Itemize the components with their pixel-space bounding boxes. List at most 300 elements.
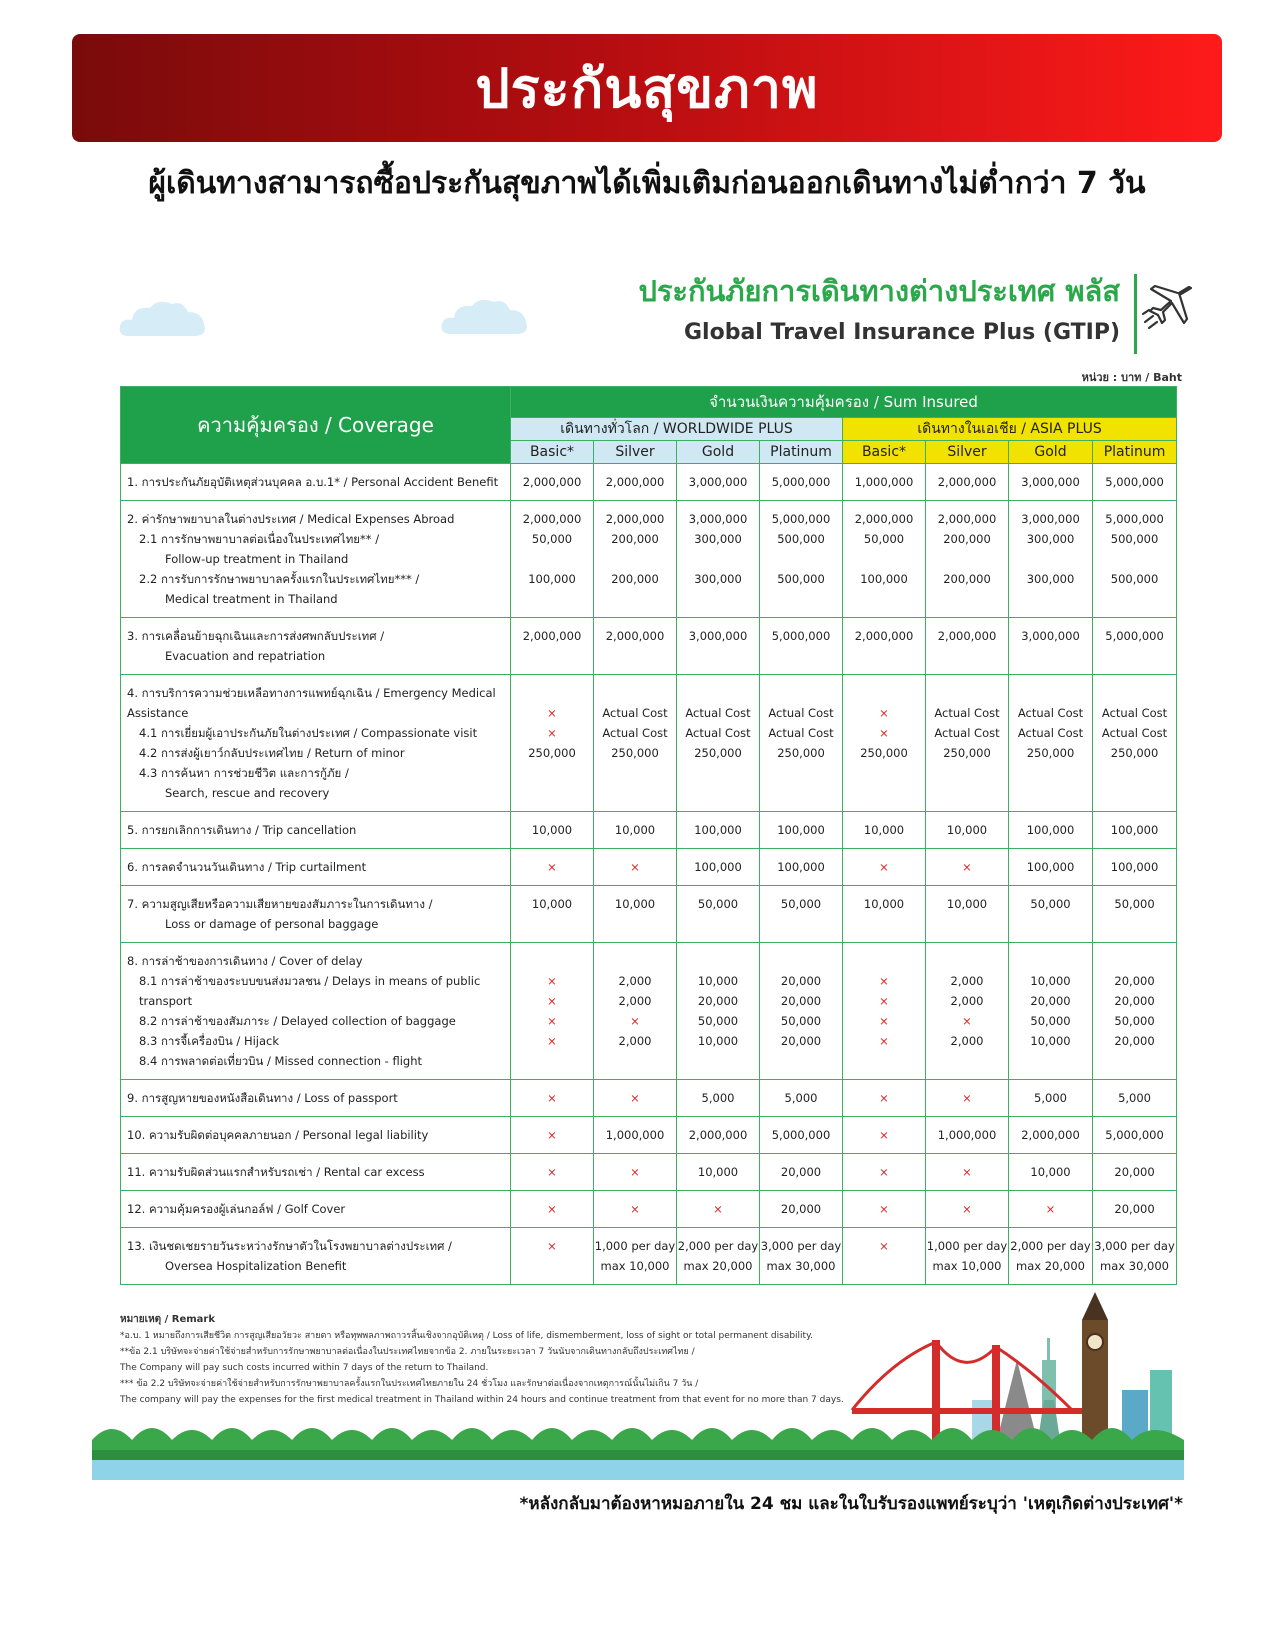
- value-cell: [677, 1154, 760, 1191]
- value-cell: [511, 1117, 594, 1154]
- value-text: 1,000,000: [937, 1128, 997, 1142]
- value-text: 200,000: [611, 532, 659, 546]
- value-text: 50,000: [531, 532, 573, 546]
- value-cell: [843, 501, 926, 618]
- value-cell: [677, 812, 760, 849]
- value-text: [594, 549, 676, 569]
- cross-icon: ×: [879, 1165, 889, 1179]
- coverage-line: 13. เงินชดเชยรายวันระหว่างรักษาตัวในโรงพยาบาลต่างประเทศ /: [127, 1239, 452, 1253]
- table-row: [121, 1154, 1177, 1191]
- table-row: [121, 886, 1177, 943]
- value-text: 3,000 per day: [1094, 1239, 1175, 1253]
- value-cell: [926, 943, 1009, 1080]
- coverage-line: 5. การยกเลิกการเดินทาง / Trip cancellation: [127, 823, 357, 837]
- value-text: 2,000,000: [522, 629, 582, 643]
- value-cell: [926, 812, 1009, 849]
- value-text: 3,000,000: [1021, 629, 1080, 643]
- value-text: 1,000 per day: [594, 1239, 676, 1253]
- value-cell: [760, 1154, 843, 1191]
- value-text: 3,000,000: [1021, 475, 1080, 489]
- value-text: 5,000,000: [771, 629, 831, 643]
- value-text: 20,000: [1114, 974, 1155, 988]
- tier-header: Basic*: [511, 441, 594, 464]
- value-cell: [843, 1154, 926, 1191]
- value-text: 200,000: [611, 572, 659, 586]
- value-text: 10,000: [1030, 1034, 1071, 1048]
- brand-divider: [1134, 274, 1137, 354]
- value-cell: [1093, 675, 1177, 812]
- cross-icon: ×: [713, 1202, 723, 1216]
- value-text: 100,000: [860, 572, 908, 586]
- value-cell: [926, 464, 1009, 501]
- value-cell: [594, 1191, 677, 1228]
- value-text: 2,000,000: [522, 512, 582, 526]
- value-cell: [594, 501, 677, 618]
- cross-icon: ×: [630, 1014, 640, 1028]
- value-text: Actual Cost: [685, 726, 751, 740]
- value-text: 5,000,000: [1105, 1128, 1164, 1142]
- coverage-cell: [121, 1228, 511, 1285]
- value-cell: [1009, 1191, 1093, 1228]
- value-cell: [1093, 1228, 1177, 1285]
- cross-icon: ×: [962, 1014, 972, 1028]
- value-text: 10,000: [614, 897, 656, 911]
- coverage-line: 4.1 การเยี่ยมผู้เอาประกันภัยในต่างประเทศ / Compassionate visit: [139, 726, 478, 740]
- value-text: [760, 683, 842, 703]
- value-text: 50,000: [780, 897, 822, 911]
- value-text: 100,000: [1110, 860, 1159, 874]
- value-cell: [594, 1080, 677, 1117]
- value-text: max 30,000: [1100, 1259, 1169, 1273]
- value-cell: [677, 501, 760, 618]
- table-row: [121, 812, 1177, 849]
- value-text: 200,000: [943, 572, 991, 586]
- brand-block: [638, 268, 1120, 345]
- cross-icon: ×: [879, 1202, 889, 1216]
- table-row: [121, 1080, 1177, 1117]
- coverage-line: 8.1 การล่าช้าของระบบขนส่งมวลชน / Delays in means of public transport: [139, 974, 481, 1008]
- value-text: 50,000: [863, 532, 905, 546]
- value-text: 10,000: [1030, 974, 1071, 988]
- skyline-illustration: [92, 1290, 1184, 1480]
- value-cell: [594, 675, 677, 812]
- value-text: 500,000: [777, 572, 825, 586]
- value-cell: [1009, 501, 1093, 618]
- value-text: [1009, 683, 1092, 703]
- cross-icon: ×: [879, 1091, 889, 1105]
- value-cell: [677, 1080, 760, 1117]
- value-text: 3,000,000: [688, 512, 748, 526]
- value-text: [677, 951, 759, 971]
- value-text: max 20,000: [1016, 1259, 1085, 1273]
- value-text: 5,000: [701, 1091, 735, 1105]
- value-cell: [1009, 618, 1093, 675]
- coverage-cell: [121, 943, 511, 1080]
- value-text: 100,000: [777, 823, 825, 837]
- brand-thai: ประกันภัยการเดินทางต่างประเทศ พลัส: [638, 274, 1120, 308]
- tier-header: Silver: [594, 441, 677, 464]
- value-cell: [677, 464, 760, 501]
- value-text: max 30,000: [766, 1259, 836, 1273]
- value-text: 300,000: [1026, 532, 1075, 546]
- value-cell: [926, 1117, 1009, 1154]
- value-text: 2,000: [618, 1034, 652, 1048]
- value-text: Actual Cost: [1101, 706, 1168, 720]
- value-text: [677, 683, 759, 703]
- page-title: ประกันสุขภาพ: [475, 57, 819, 120]
- coverage-cell: [121, 812, 511, 849]
- value-text: 20,000: [780, 994, 822, 1008]
- coverage-body: [121, 464, 1177, 1285]
- value-text: 10,000: [531, 823, 573, 837]
- cross-icon: ×: [547, 726, 557, 740]
- value-text: 200,000: [943, 532, 991, 546]
- remark-line: *อ.บ. 1 หมายถึงการเสียชีวิต การสูญเสียอวัยวะ สายตา หรือทุพพลภาพถาวรสิ้นเชิงจากอุบัติเหตุ / Loss of life, dismemberment, loss of sight or total permanent disability.: [120, 1331, 813, 1341]
- remarks-title: หมายเหตุ / Remark: [120, 1314, 216, 1325]
- value-cell: [1009, 943, 1093, 1080]
- value-text: Actual Cost: [685, 706, 751, 720]
- coverage-cell: [121, 1154, 511, 1191]
- value-text: 2,000,000: [854, 629, 914, 643]
- asia-header: เดินทางในเอเชีย / ASIA PLUS: [843, 418, 1177, 441]
- value-text: 300,000: [694, 572, 742, 586]
- value-cell: [1009, 886, 1093, 943]
- value-cell: [760, 1191, 843, 1228]
- value-text: 2,000,000: [605, 475, 665, 489]
- value-text: 50,000: [697, 897, 739, 911]
- value-cell: [594, 812, 677, 849]
- value-text: 5,000,000: [1105, 475, 1164, 489]
- table-row: [121, 464, 1177, 501]
- value-cell: [843, 618, 926, 675]
- value-text: 2,000,000: [522, 475, 582, 489]
- sum-insured-header: จำนวนเงินความคุ้มครอง / Sum Insured: [511, 387, 1177, 418]
- value-text: 2,000: [950, 994, 984, 1008]
- coverage-cell: [121, 618, 511, 675]
- table-row: [121, 1191, 1177, 1228]
- value-cell: [926, 675, 1009, 812]
- remark-line: *** ข้อ 2.2 บริษัทจะจ่ายค่าใช้จ่ายสำหรับการรักษาพยาบาลครั้งแรกในประเทศไทยภายใน 24 ชั่วโมง และรักษาต่อเนื่องจากเหตุการณ์นั้นไม่เกิน 7 วัน /: [120, 1379, 699, 1389]
- tier-header: Silver: [926, 441, 1009, 464]
- value-text: 10,000: [697, 1165, 739, 1179]
- value-text: 100,000: [1026, 823, 1075, 837]
- value-cell: [594, 886, 677, 943]
- coverage-line: 4.3 การค้นหา การช่วยชีวิต และการกู้ภัย /: [139, 766, 349, 780]
- value-text: 300,000: [694, 532, 742, 546]
- value-cell: [1009, 1228, 1093, 1285]
- coverage-line: 7. ความสูญเสียหรือความเสียหายของสัมภาระในการเดินทาง /: [127, 897, 433, 911]
- coverage-line: Loss or damage of personal baggage: [165, 917, 379, 931]
- value-cell: [760, 1117, 843, 1154]
- value-text: 10,000: [946, 897, 988, 911]
- value-text: 250,000: [860, 746, 908, 760]
- value-text: 250,000: [1110, 746, 1159, 760]
- value-cell: [1093, 618, 1177, 675]
- value-text: Actual Cost: [1017, 706, 1084, 720]
- value-text: 5,000,000: [1105, 629, 1164, 643]
- value-cell: [511, 886, 594, 943]
- value-text: 1,000 per day: [926, 1239, 1008, 1253]
- value-cell: [677, 675, 760, 812]
- cross-icon: ×: [1045, 1202, 1056, 1216]
- value-text: 5,000: [1034, 1091, 1067, 1105]
- value-text: 2,000,000: [937, 475, 997, 489]
- value-text: 250,000: [943, 746, 991, 760]
- cloud-icon: [118, 298, 208, 338]
- value-text: 100,000: [694, 860, 742, 874]
- coverage-cell: [121, 1080, 511, 1117]
- value-text: 1,000,000: [605, 1128, 665, 1142]
- value-cell: [594, 943, 677, 1080]
- value-text: max 10,000: [600, 1259, 670, 1273]
- cross-icon: ×: [879, 860, 889, 874]
- value-cell: [926, 1154, 1009, 1191]
- cross-icon: ×: [630, 1165, 640, 1179]
- remark-line: **ข้อ 2.1 บริษัทจะจ่ายค่าใช้จ่ายสำหรับการรักษาพยาบาลต่อเนื่องในประเทศไทยจากข้อ 2. ภายในระยะเวลา 7 วันนับจากเดินทางกลับถึงประเทศไทย /: [120, 1347, 695, 1357]
- value-text: 20,000: [1114, 1034, 1155, 1048]
- value-text: 20,000: [780, 974, 822, 988]
- value-text: 20,000: [780, 1165, 822, 1179]
- value-cell: [1009, 1117, 1093, 1154]
- cross-icon: ×: [879, 1128, 889, 1142]
- value-cell: [760, 943, 843, 1080]
- coverage-cell: [121, 886, 511, 943]
- value-cell: [843, 886, 926, 943]
- value-text: 100,000: [528, 572, 576, 586]
- cloud-icon: [440, 296, 530, 336]
- value-text: 100,000: [694, 823, 742, 837]
- value-text: 10,000: [863, 897, 905, 911]
- value-cell: [1093, 1191, 1177, 1228]
- coverage-cell: [121, 1191, 511, 1228]
- coverage-line: 3. การเคลื่อนย้ายฉุกเฉินและการส่งศพกลับประเทศ /: [127, 629, 385, 643]
- coverage-line: Follow-up treatment in Thailand: [165, 552, 349, 566]
- value-cell: [760, 812, 843, 849]
- value-cell: [1093, 1154, 1177, 1191]
- remark-line: The Company will pay such costs incurred within 7 days of the return to Thailand.: [120, 1363, 489, 1373]
- value-text: 20,000: [697, 994, 739, 1008]
- cross-icon: ×: [547, 1014, 557, 1028]
- value-text: 50,000: [1030, 1014, 1071, 1028]
- value-cell: [843, 675, 926, 812]
- worldwide-header: เดินทางทั่วโลก / WORLDWIDE PLUS: [511, 418, 843, 441]
- value-cell: [677, 618, 760, 675]
- coverage-line: 8. การล่าช้าของการเดินทาง / Cover of delay: [127, 954, 363, 968]
- coverage-cell: [121, 501, 511, 618]
- value-cell: [594, 618, 677, 675]
- value-cell: [677, 1228, 760, 1285]
- coverage-line: 8.3 การจี้เครื่องบิน / Hijack: [139, 1034, 280, 1048]
- value-text: [926, 683, 1008, 703]
- cross-icon: ×: [547, 1128, 557, 1142]
- table-row: [121, 501, 1177, 618]
- value-cell: [594, 1154, 677, 1191]
- value-cell: [760, 618, 843, 675]
- cross-icon: ×: [962, 1165, 972, 1179]
- value-text: 2,000,000: [937, 629, 997, 643]
- value-text: 20,000: [1114, 1202, 1155, 1216]
- cross-icon: ×: [962, 1202, 972, 1216]
- cross-icon: ×: [962, 860, 972, 874]
- value-text: 20,000: [780, 1202, 822, 1216]
- value-cell: [1009, 675, 1093, 812]
- table-row: [121, 849, 1177, 886]
- cross-icon: ×: [879, 1239, 889, 1253]
- value-text: 2,000: [950, 974, 984, 988]
- value-cell: [594, 849, 677, 886]
- value-text: 10,000: [863, 823, 905, 837]
- airplane-icon: [1141, 282, 1197, 332]
- value-text: 2,000,000: [854, 512, 914, 526]
- value-cell: [511, 618, 594, 675]
- value-cell: [677, 1191, 760, 1228]
- value-text: 5,000,000: [771, 1128, 831, 1142]
- value-cell: [843, 1117, 926, 1154]
- value-text: 10,000: [531, 897, 573, 911]
- value-cell: [1009, 1080, 1093, 1117]
- coverage-line: 1. การประกันภัยอุบัติเหตุส่วนบุคคล อ.บ.1* / Personal Accident Benefit: [127, 475, 499, 489]
- coverage-line: Medical treatment in Thailand: [165, 592, 338, 606]
- value-cell: [1009, 1154, 1093, 1191]
- value-text: Actual Cost: [768, 726, 834, 740]
- value-text: 10,000: [1030, 1165, 1071, 1179]
- coverage-line: 2.1 การรักษาพยาบาลต่อเนื่องในประเทศไทย** /: [139, 532, 380, 546]
- value-cell: [1093, 1117, 1177, 1154]
- value-cell: [1093, 812, 1177, 849]
- cross-icon: ×: [547, 1091, 557, 1105]
- value-cell: [1093, 1080, 1177, 1117]
- value-text: [1093, 683, 1176, 703]
- cross-icon: ×: [547, 1165, 557, 1179]
- value-text: 500,000: [777, 532, 825, 546]
- value-text: 2,000: [618, 974, 652, 988]
- value-text: Actual Cost: [602, 706, 668, 720]
- tier-header: Gold: [677, 441, 760, 464]
- value-cell: [760, 849, 843, 886]
- value-cell: [677, 943, 760, 1080]
- value-text: 2,000,000: [688, 1128, 748, 1142]
- value-cell: [594, 464, 677, 501]
- value-text: [843, 549, 925, 569]
- value-text: max 10,000: [932, 1259, 1002, 1273]
- cross-icon: ×: [879, 726, 889, 740]
- value-cell: [1009, 849, 1093, 886]
- tier-header: Basic*: [843, 441, 926, 464]
- value-text: 5,000: [784, 1091, 818, 1105]
- value-cell: [1093, 501, 1177, 618]
- value-text: 250,000: [611, 746, 659, 760]
- value-text: 3,000,000: [1021, 512, 1080, 526]
- value-text: 50,000: [780, 1014, 822, 1028]
- value-cell: [926, 849, 1009, 886]
- subheading: ผู้เดินทางสามารถซื้อประกันสุขภาพได้เพิ่มเติมก่อนออกเดินทางไม่ต่ำกว่า 7 วัน: [148, 166, 1146, 201]
- coverage-line: 10. ความรับผิดต่อบุคคลภายนอก / Personal legal liability: [127, 1128, 429, 1142]
- value-text: [511, 549, 593, 569]
- value-text: 250,000: [694, 746, 742, 760]
- value-cell: [1009, 812, 1093, 849]
- value-cell: [594, 1228, 677, 1285]
- value-text: Actual Cost: [768, 706, 834, 720]
- coverage-line: 9. การสูญหายของหนังสือเดินทาง / Loss of passport: [127, 1091, 398, 1105]
- value-text: 500,000: [1110, 532, 1159, 546]
- value-text: 5,000: [1118, 1091, 1151, 1105]
- cross-icon: ×: [547, 860, 557, 874]
- value-text: Actual Cost: [1101, 726, 1168, 740]
- cross-icon: ×: [879, 1034, 889, 1048]
- value-cell: [1093, 849, 1177, 886]
- value-text: 50,000: [1114, 1014, 1155, 1028]
- value-cell: [926, 618, 1009, 675]
- remark-line: The company will pay the expenses for the first medical treatment in Thailand within 24 hours and continue treatment from that event for no more than 7 days.: [120, 1395, 844, 1405]
- value-text: 100,000: [1110, 823, 1159, 837]
- value-cell: [511, 943, 594, 1080]
- value-text: [843, 683, 925, 703]
- coverage-line: Search, rescue and recovery: [165, 786, 330, 800]
- cross-icon: ×: [630, 1202, 640, 1216]
- value-text: 20,000: [1030, 994, 1071, 1008]
- value-text: 10,000: [614, 823, 656, 837]
- value-cell: [1093, 943, 1177, 1080]
- value-cell: [843, 464, 926, 501]
- value-text: 50,000: [697, 1014, 739, 1028]
- value-text: 50,000: [1114, 897, 1155, 911]
- cross-icon: ×: [547, 706, 557, 720]
- value-text: 3,000,000: [688, 475, 748, 489]
- value-cell: [677, 849, 760, 886]
- value-cell: [511, 812, 594, 849]
- coverage-line: 12. ความคุ้มครองผู้เล่นกอล์ฟ / Golf Cover: [127, 1202, 346, 1216]
- value-cell: [926, 1228, 1009, 1285]
- value-text: 10,000: [697, 1034, 739, 1048]
- landmark-icon: [852, 1292, 1172, 1440]
- cross-icon: ×: [547, 994, 557, 1008]
- value-text: [926, 951, 1008, 971]
- table-row: [121, 943, 1177, 1080]
- coverage-line: 2.2 การรับการรักษาพยาบาลครั้งแรกในประเทศไทย*** /: [139, 572, 420, 586]
- value-cell: [760, 675, 843, 812]
- value-cell: [926, 1191, 1009, 1228]
- value-text: 2,000,000: [605, 629, 665, 643]
- value-cell: [760, 464, 843, 501]
- value-text: [1093, 549, 1176, 569]
- value-text: Actual Cost: [934, 726, 1000, 740]
- value-text: 10,000: [946, 823, 988, 837]
- value-cell: [511, 1154, 594, 1191]
- coverage-table-wrap: [120, 386, 1176, 1285]
- table-row: [121, 1228, 1177, 1285]
- cross-icon: ×: [879, 974, 889, 988]
- value-text: 5,000,000: [1105, 512, 1164, 526]
- value-text: Actual Cost: [602, 726, 668, 740]
- value-text: 250,000: [777, 746, 825, 760]
- value-cell: [1093, 464, 1177, 501]
- coverage-line: 4. การบริการความช่วยเหลือทางการแพทย์ฉุกเฉิน / Emergency Medical Assistance: [127, 686, 496, 720]
- cross-icon: ×: [962, 1091, 972, 1105]
- coverage-line: 8.2 การล่าช้าของสัมภาระ / Delayed collection of baggage: [139, 1014, 456, 1028]
- value-cell: [760, 1080, 843, 1117]
- value-text: 2,000,000: [937, 512, 997, 526]
- value-cell: [926, 1080, 1009, 1117]
- value-cell: [843, 1191, 926, 1228]
- coverage-line: 2. ค่ารักษาพยาบาลในต่างประเทศ / Medical Expenses Abroad: [127, 512, 455, 526]
- value-text: 3,000,000: [688, 629, 748, 643]
- coverage-cell: [121, 675, 511, 812]
- tier-header: Gold: [1009, 441, 1093, 464]
- value-text: 2,000: [950, 1034, 984, 1048]
- value-text: [511, 683, 593, 703]
- value-text: 250,000: [1026, 746, 1075, 760]
- unit-label: หน่วย : บาท / Baht: [1081, 371, 1182, 384]
